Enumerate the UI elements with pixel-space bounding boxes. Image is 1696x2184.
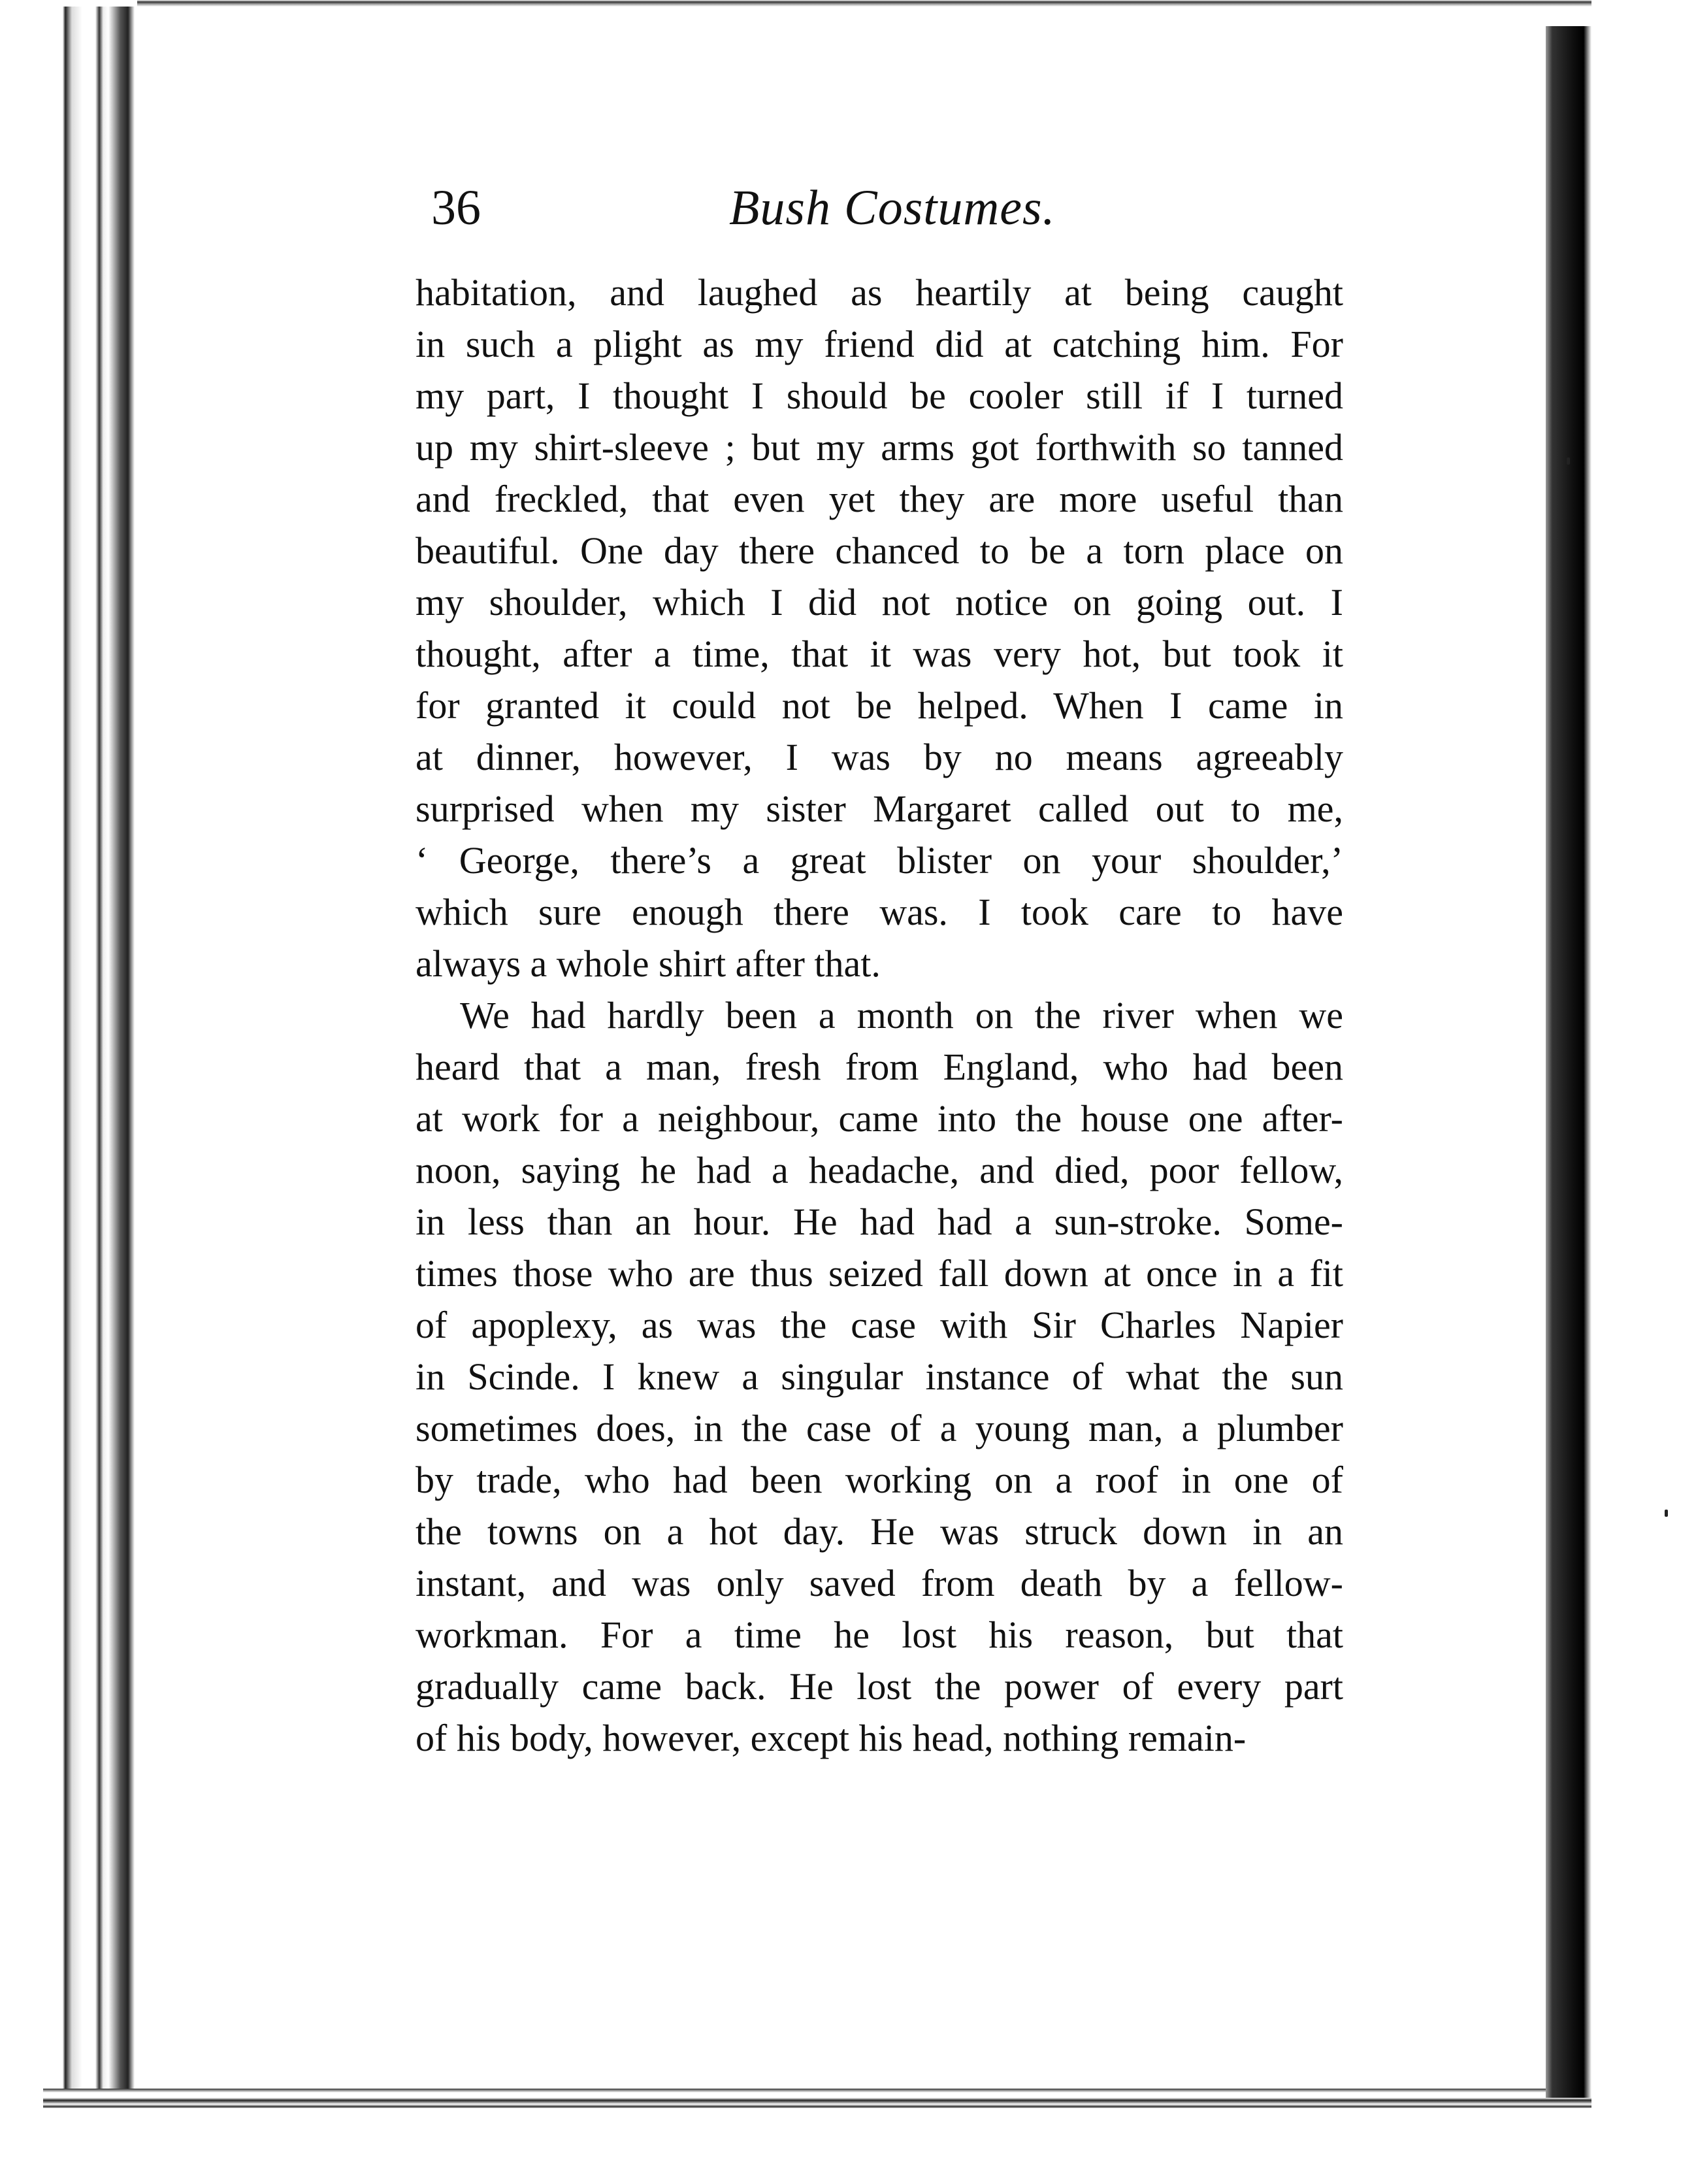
text-line: heard that a man, fresh from England, who had been: [416, 1046, 1343, 1088]
text-line: the towns on a hot day. He was struck down in an: [416, 1510, 1343, 1553]
book-binding-bottom: [43, 2089, 1591, 2108]
scan-speck: [1567, 457, 1570, 465]
text-line: noon, saying he had a headache, and died, poor fellow,: [416, 1149, 1343, 1191]
text-line: workman. For a time he lost his reason, but that: [416, 1613, 1343, 1656]
text-line: at work for a neighbour, came into the house one after-: [416, 1097, 1343, 1140]
text-line: sometimes does, in the case of a young man, a plumber: [416, 1407, 1343, 1449]
text-line: of his body, however, except his head, nothing remain-: [416, 1717, 1247, 1759]
text-line: always a whole shirt after that.: [416, 942, 881, 985]
paragraph: [416, 989, 1343, 1764]
text-line: at dinner, however, I was by no means agreeably: [416, 736, 1343, 778]
text-line: my part, I thought I should be cooler still if I turned: [416, 374, 1343, 417]
text-line: gradually came back. He lost the power of every part: [416, 1665, 1343, 1708]
text-line: surprised when my sister Margaret called out to me,: [416, 787, 1343, 830]
text-line: which sure enough there was. I took care to have: [416, 891, 1343, 933]
text-line: in Scinde. I knew a singular instance of what the sun: [416, 1355, 1343, 1398]
paragraph: [416, 267, 1343, 989]
text-line: by trade, who had been working on a roof in one of: [416, 1459, 1343, 1501]
text-line: for granted it could not be helped. When I came in: [416, 684, 1343, 727]
paragraph-list: [416, 267, 1343, 1764]
text-line: thought, after a time, that it was very hot, but took it: [416, 633, 1343, 675]
text-line: and freckled, that even yet they are more useful than: [416, 478, 1343, 520]
page-gutter-shadow: [1546, 26, 1591, 2098]
text-line: in such a plight as my friend did at catching him. For: [416, 323, 1343, 365]
scan-top-edge: [137, 0, 1591, 9]
text-line: instant, and was only saved from death by a fellow-: [416, 1562, 1343, 1604]
page-number: 36: [431, 180, 481, 235]
text-line: times those who are thus seized fall down at once in a fit: [416, 1252, 1343, 1295]
body-text: [416, 267, 1343, 1764]
text-line: my shoulder, which I did not notice on going out. I: [416, 581, 1343, 623]
running-title: Bush Costumes.: [729, 180, 1056, 235]
scan-speck: [1665, 1510, 1668, 1517]
page-header: [431, 175, 1346, 247]
text-line: beautiful. One day there chanced to be a torn place on: [416, 529, 1343, 572]
text-line: of apoplexy, as was the case with Sir Charles Napier: [416, 1304, 1343, 1346]
text-line: We had hardly been a month on the river when we: [460, 994, 1343, 1036]
text-line: ‘ George, there’s a great blister on your shoulder,’: [416, 839, 1343, 882]
text-line: up my shirt-sleeve ; but my arms got forthwith so tanned: [416, 426, 1343, 469]
text-line: habitation, and laughed as heartily at being caught: [416, 271, 1343, 314]
book-binding-left: [43, 7, 135, 2091]
text-line: in less than an hour. He had had a sun-stroke. Some-: [416, 1200, 1343, 1243]
